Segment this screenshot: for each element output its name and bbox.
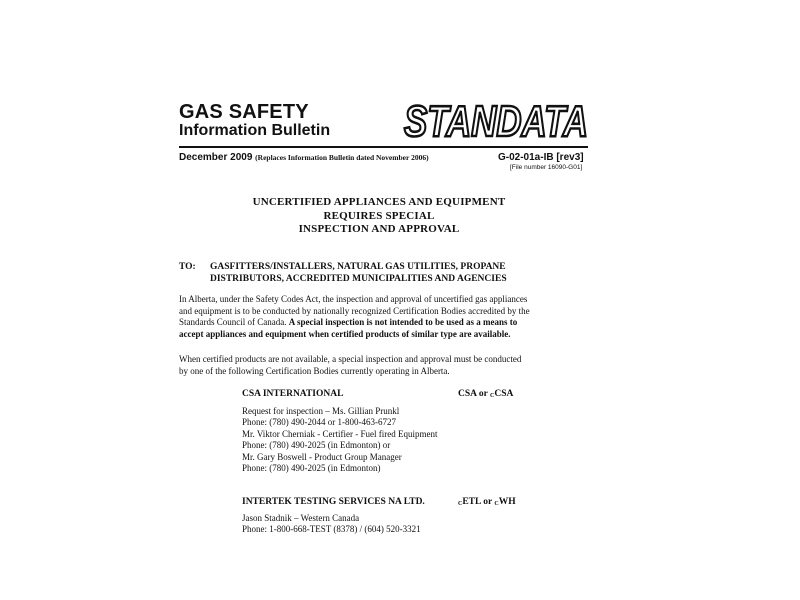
main-heading-line: REQUIRES SPECIAL xyxy=(323,209,435,222)
intertek-org-name: INTERTEK TESTING SERVICES NA LTD. xyxy=(242,497,425,507)
cert-mark-subscript: C xyxy=(490,393,495,399)
paragraph-line xyxy=(179,329,599,341)
header-rule xyxy=(179,146,588,148)
date-line xyxy=(179,152,429,164)
intertek-contacts xyxy=(242,513,421,536)
cert-mark-text: CSA or xyxy=(458,389,491,399)
replaces-note: (Replaces Information Bulletin dated November 2006) xyxy=(255,153,429,162)
contact-line: Phone: (780) 490-2044 or 1-800-463-6727 xyxy=(242,417,396,428)
csa-org-name: CSA INTERNATIONAL xyxy=(242,389,344,399)
cert-mark-text: WH xyxy=(498,497,516,507)
paragraph-line: When certified products are not available, a special inspection and approval must be conducted xyxy=(179,354,522,364)
paragraph-line: by one of the following Certification Bodies currently operating in Alberta. xyxy=(179,365,450,376)
paragraph-line xyxy=(179,317,599,329)
to-recipients-line: DISTRIBUTORS, ACCREDITED MUNICIPALITIES AND AGENCIES xyxy=(210,274,507,284)
contact-line: Phone: 1-800-668-TEST (8378) / (604) 520-3321 xyxy=(242,524,421,535)
standata-logo-text: STANDATA xyxy=(404,97,588,146)
main-heading-line: INSPECTION AND APPROVAL xyxy=(298,223,460,235)
intro-paragraph xyxy=(179,294,599,340)
paragraph-line: In Alberta, under the Safety Codes Act, the inspection and approval of uncertified gas appliances xyxy=(179,294,528,304)
cert-mark-text: ETL or xyxy=(462,497,495,507)
document-code: G-02-01a-IB [rev3] xyxy=(498,152,584,163)
file-number: [File number 16090-G01] xyxy=(510,164,583,171)
contact-line: Phone: (780) 490-2025 (in Edmonton) xyxy=(242,463,381,474)
intertek-cert-marks xyxy=(458,496,516,510)
cert-mark-subscript: C xyxy=(494,501,499,507)
paragraph-emphasis: accept appliances and equipment when certified products of similar type are available. xyxy=(179,328,511,339)
cert-mark-text: CSA xyxy=(494,389,514,399)
bulletin-date: December 2009 xyxy=(179,152,253,163)
main-heading-line: UNCERTIFIED APPLIANCES AND EQUIPMENT xyxy=(252,196,506,208)
paragraph-text: Standards Council of Canada. xyxy=(179,317,287,328)
paragraph-line: and equipment is to be conducted by nationally recognized Certification Bodies accredited by the xyxy=(179,305,530,316)
bulletin-subtitle: Information Bulletin xyxy=(179,122,331,139)
to-recipients xyxy=(210,261,507,285)
csa-contacts xyxy=(242,406,438,474)
contact-line: Phone: (780) 490-2025 (in Edmonton) or xyxy=(242,440,391,451)
contact-line: Mr. Gary Boswell - Product Group Manager xyxy=(242,451,402,462)
contact-line: Request for inspection – Ms. Gillian Prunkl xyxy=(242,406,400,416)
bulletin-title: GAS SAFETY xyxy=(179,101,309,123)
standata-logo xyxy=(404,97,590,146)
contact-line: Jason Stadnik – Western Canada xyxy=(242,513,360,523)
bodies-intro-paragraph xyxy=(179,354,599,377)
main-heading xyxy=(179,196,579,237)
paragraph-emphasis: A special inspection is not intended to be used as a means to xyxy=(288,317,518,328)
cert-mark-subscript: C xyxy=(458,501,463,507)
csa-cert-marks xyxy=(458,388,513,402)
contact-line: Mr. Viktor Cherniak - Certifier - Fuel fired Equipment xyxy=(242,428,438,439)
to-label: TO: xyxy=(179,262,196,272)
to-recipients-line: GASFITTERS/INSTALLERS, NATURAL GAS UTILITIES, PROPANE xyxy=(210,262,506,272)
